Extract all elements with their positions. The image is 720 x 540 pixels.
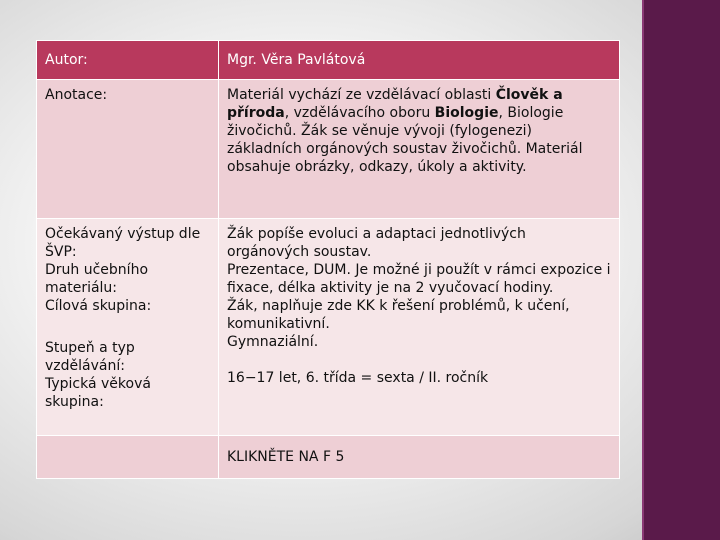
details-labels bbox=[37, 219, 219, 436]
footer-row bbox=[37, 436, 620, 479]
side-band-edge bbox=[642, 0, 644, 540]
metadata-table bbox=[36, 40, 620, 479]
details-values bbox=[219, 219, 620, 436]
value-expected-output: Žák popíše evoluci a adaptaci jednotlivých orgánových soustav. bbox=[227, 226, 526, 260]
value-age-group: 16−17 let, 6. třída = sexta / II. ročník bbox=[227, 370, 489, 386]
annotation-bold-subject: Biologie bbox=[434, 105, 499, 121]
annotation-bold-area: Člověk a příroda bbox=[227, 87, 563, 121]
annotation-row bbox=[37, 80, 620, 219]
value-education-level: Gymnaziální. bbox=[227, 334, 319, 350]
label-target-group: Cílová skupina: bbox=[45, 298, 152, 314]
author-label: Autor: bbox=[37, 41, 219, 80]
value-material-type: Prezentace, DUM. Je možné ji použít v rámci expozice i fixace, délka aktivity je na 2 vyučovací hodiny. bbox=[227, 262, 611, 296]
annotation-text-3: , Biologie živočichů. Žák se věnuje vývoji (fylogenezi) základních orgánových soustav živočichů. Materiál obsahuje obrázky, odkazy, úkoly a aktivity. bbox=[227, 105, 583, 175]
label-material-type: Druh učebního materiálu: bbox=[45, 262, 149, 296]
label-expected-output: Očekávaný výstup dle ŠVP: bbox=[45, 226, 201, 260]
annotation-label: Anotace: bbox=[37, 80, 219, 219]
footer-empty-cell bbox=[37, 436, 219, 479]
annotation-value bbox=[219, 80, 620, 219]
annotation-text-1: Materiál vychází ze vzdělávací oblasti bbox=[227, 87, 496, 103]
author-row bbox=[37, 41, 620, 80]
label-education-level: Stupeň a typ vzdělávání: bbox=[45, 340, 135, 374]
details-row bbox=[37, 219, 620, 436]
footer-instruction: KLIKNĚTE NA F 5 bbox=[219, 436, 620, 479]
author-value: Mgr. Věra Pavlátová bbox=[219, 41, 620, 80]
annotation-text-2: , vzdělávacího oboru bbox=[284, 105, 435, 121]
decorative-side-band bbox=[642, 0, 720, 540]
label-age-group: Typická věková skupina: bbox=[45, 376, 151, 410]
value-target-group: Žák, naplňuje zde KK k řešení problémů, k učení, komunikativní. bbox=[227, 298, 570, 332]
